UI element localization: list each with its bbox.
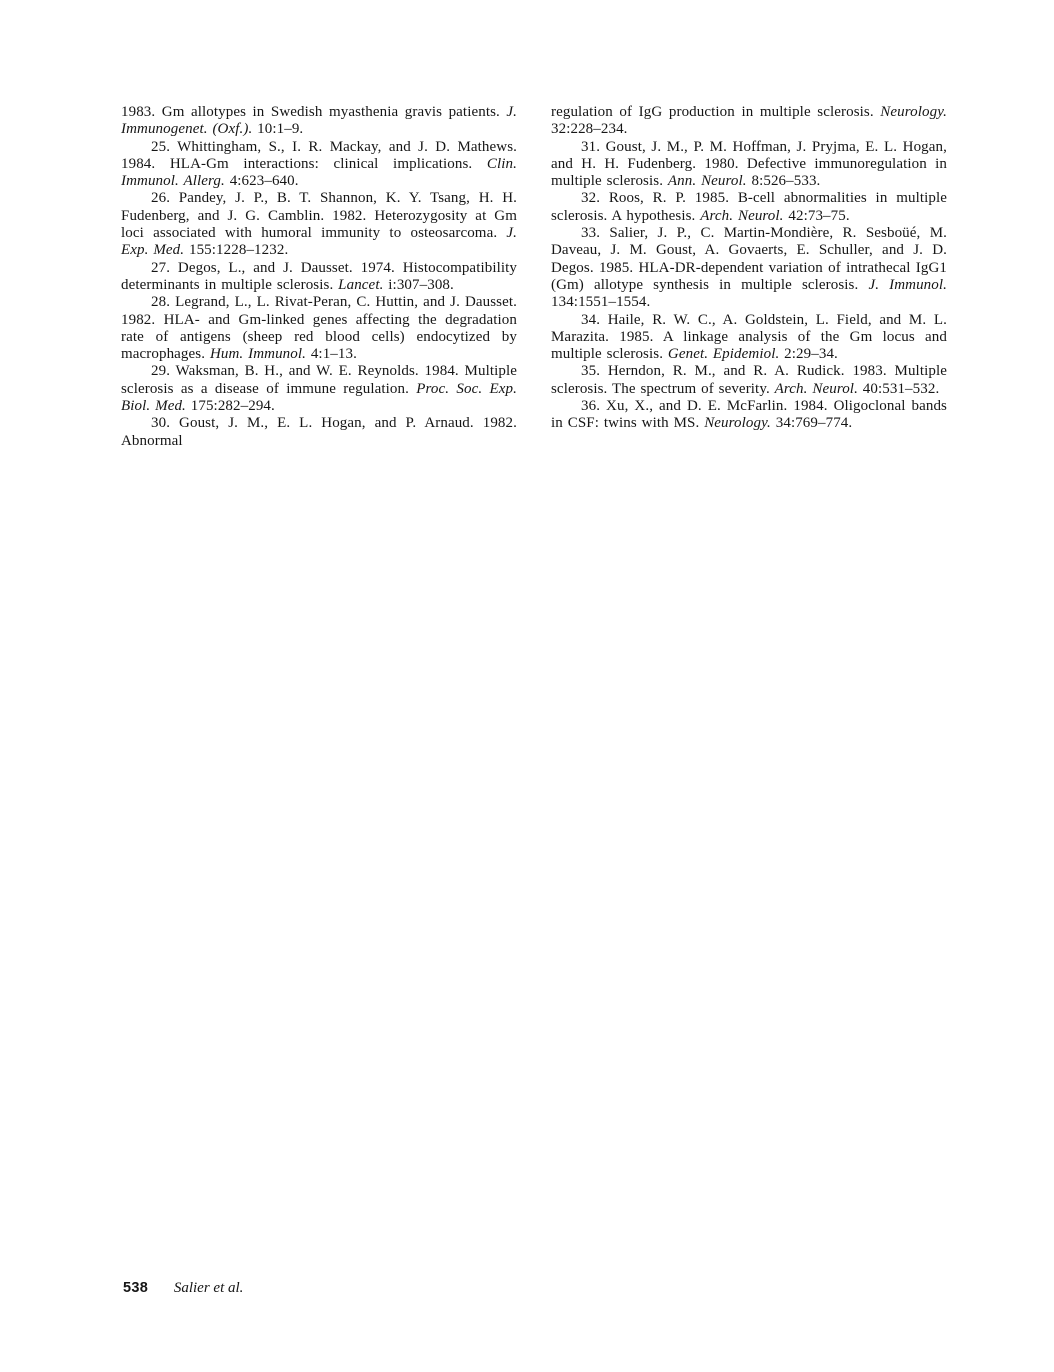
reference-entry (121, 363, 517, 415)
reference-text-segment: 2:29–34. (779, 346, 838, 363)
journal-name-segment: J. Immunol. (868, 276, 947, 293)
reference-entry (551, 139, 947, 191)
page-number: 538 (123, 1280, 149, 1296)
reference-entry (121, 260, 517, 295)
references-column-left (121, 104, 517, 450)
reference-text-segment: 155:1228–1232. (184, 242, 289, 259)
journal-name-segment: Neurology. (880, 104, 947, 120)
reference-entry (121, 294, 517, 363)
reference-entry (551, 363, 947, 398)
running-title: Salier et al. (173, 1280, 244, 1296)
journal-name-segment: Ann. Neurol. (667, 173, 747, 190)
journal-name-segment: Lancet. (338, 276, 384, 293)
page-footer (123, 1280, 243, 1297)
reference-text-segment: 40:531–532. (857, 380, 940, 397)
reference-text-segment: 42:73–75. (783, 207, 850, 224)
reference-text-segment: 27. Degos, L., and J. Dausset. 1974. Histocompatibility determinants in multiple sclerosis. (121, 259, 517, 293)
reference-text-segment: 10:1–9. (252, 121, 304, 138)
reference-entry (121, 190, 517, 259)
reference-text-segment: 4:623–640. (224, 173, 299, 190)
reference-text-segment: 1983. Gm allotypes in Swedish myasthenia gravis patients. (121, 104, 507, 120)
reference-entry (551, 312, 947, 364)
journal-name-segment: Proc. Soc. Exp. Biol. Med. (121, 380, 517, 415)
journal-name-segment: Hum. Immunol. (209, 346, 306, 363)
reference-text-segment: 4:1–13. (305, 346, 357, 363)
reference-text-segment: 30. Goust, J. M., E. L. Hogan, and P. Arnaud. 1982. Abnormal (121, 415, 517, 449)
references-section (121, 104, 947, 450)
journal-name-segment: Arch. Neurol. (774, 380, 858, 397)
reference-entry (121, 415, 517, 450)
reference-text-segment: i:307–308. (383, 276, 454, 293)
reference-text-segment: regulation of IgG production in multiple sclerosis. (551, 104, 881, 120)
reference-text-segment: 34:769–774. (770, 415, 853, 432)
reference-entry (551, 398, 947, 433)
reference-text-segment: 34. Haile, R. W. C., A. Goldstein, L. Field, and M. L. Marazita. 1985. A linkage analysis of the Gm locus and multiple sclerosis. (551, 311, 947, 363)
references-column-right (551, 104, 947, 450)
reference-entry (121, 139, 517, 191)
reference-text-segment: 134:1551–1554. (551, 294, 651, 311)
reference-text-segment: 32:228–234. (551, 121, 628, 138)
journal-name-segment: Neurology. (704, 415, 771, 432)
reference-text-segment: 36. Xu, X., and D. E. McFarlin. 1984. Oligoclonal bands in CSF: twins with MS. (551, 398, 947, 432)
reference-text-segment: 26. Pandey, J. P., B. T. Shannon, K. Y. Tsang, H. H. Fudenberg, and J. G. Camblin. 1982. Heterozygosity at Gm loci associated with humoral immunity to osteosarcoma. (121, 190, 517, 242)
journal-name-segment: J. Exp. Med. (121, 225, 517, 259)
reference-text-segment: 28. Legrand, L., L. Rivat-Peran, C. Huttin, and J. Dausset. 1982. HLA- and Gm-linked genes affecting the degradation rate of antigens (sheep red blood cells) endocytized by macrophages. (121, 294, 517, 363)
journal-name-segment: Genet. Epidemiol. (667, 346, 780, 363)
reference-text-segment: 31. Goust, J. M., P. M. Hoffman, J. Pryjma, E. L. Hogan, and H. H. Fudenberg. 1980. Defective immunoregulation in multiple sclerosis. (551, 138, 947, 190)
reference-text-segment: 8:526–533. (746, 173, 821, 190)
journal-name-segment: Clin. Immunol. Allerg. (121, 155, 517, 190)
reference-entry (121, 104, 517, 139)
reference-entry (551, 225, 947, 311)
journal-name-segment: Arch. Neurol. (700, 207, 784, 224)
reference-entry (551, 190, 947, 225)
reference-text-segment: 175:282–294. (185, 398, 275, 415)
journal-name-segment: J. Immunogenet. (Oxf.). (121, 104, 517, 138)
reference-text-segment: 29. Waksman, B. H., and W. E. Reynolds. 1984. Multiple sclerosis as a disease of immune regulation. (121, 363, 517, 397)
reference-entry (551, 104, 947, 139)
reference-text-segment: 33. Salier, J. P., C. Martin-Mondière, R. Sesboüé, M. Daveau, J. M. Goust, A. Govaerts, E. Schuller, and J. D. Degos. 1985. HLA-DR-dependent variation of intrathecal IgG1 (Gm) allotype synthesis in multiple sclerosis. (551, 225, 947, 293)
reference-text-segment: 25. Whittingham, S., I. R. Mackay, and J. D. Mathews. 1984. HLA-Gm interactions: clinical implications. (121, 138, 517, 172)
reference-text-segment: 35. Herndon, R. M., and R. A. Rudick. 1983. Multiple sclerosis. The spectrum of severity. (551, 363, 947, 397)
reference-text-segment: 32. Roos, R. P. 1985. B-cell abnormalities in multiple sclerosis. A hypothesis. (551, 190, 947, 224)
